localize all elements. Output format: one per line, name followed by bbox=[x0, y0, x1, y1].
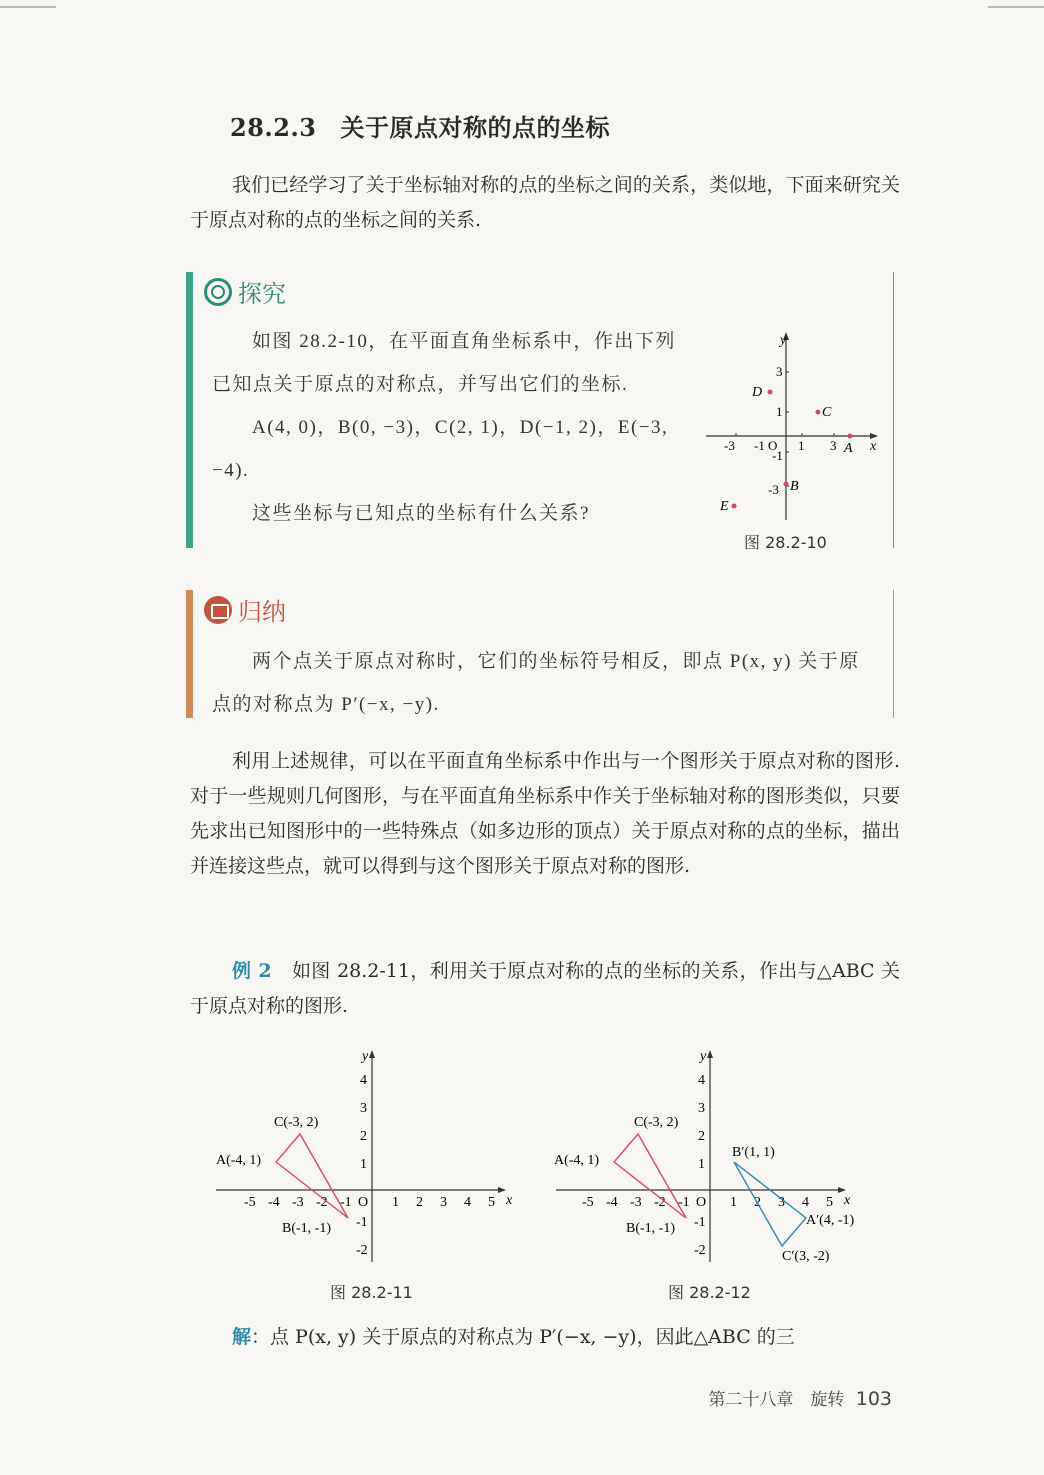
fig12-label-A2: A′(4, -1) bbox=[806, 1213, 855, 1228]
svg-text:5: 5 bbox=[826, 1195, 833, 1210]
page-footer bbox=[708, 1385, 892, 1410]
svg-text:-1: -1 bbox=[772, 448, 783, 463]
svg-text:-4: -4 bbox=[268, 1195, 280, 1210]
svg-text:3: 3 bbox=[440, 1195, 447, 1210]
fig11-label-A: A(-4, 1) bbox=[216, 1153, 262, 1168]
section-title bbox=[230, 108, 610, 143]
svg-text:O: O bbox=[696, 1195, 707, 1210]
svg-text:O: O bbox=[358, 1195, 369, 1210]
svg-text:2: 2 bbox=[754, 1195, 761, 1210]
solution-label: 解 bbox=[232, 1326, 252, 1348]
svg-text:2: 2 bbox=[416, 1195, 423, 1210]
fig11-label-B: B(-1, -1) bbox=[282, 1221, 331, 1236]
summary-title: 归纳 bbox=[238, 598, 286, 626]
summary-bar bbox=[186, 590, 193, 718]
svg-text:-1: -1 bbox=[678, 1195, 690, 1210]
svg-text:4: 4 bbox=[802, 1195, 809, 1210]
summary-box bbox=[186, 590, 894, 718]
book-icon bbox=[204, 596, 232, 624]
solution-text: ：点 P(x, y) 关于原点的对称点为 P′(−x, −y)，因此△ABC 的三 bbox=[251, 1326, 795, 1348]
svg-text:1: 1 bbox=[730, 1195, 737, 1210]
figure-28-2-10-caption: 图 28.2-10 bbox=[744, 533, 827, 552]
svg-text:1: 1 bbox=[776, 404, 783, 419]
svg-text:-2: -2 bbox=[654, 1195, 666, 1210]
summary-text: 两个点关于原点对称时，它们的坐标符号相反，即点 P(x, y) 关于原点的对称点为 P′(−x, −y). bbox=[212, 651, 860, 715]
svg-text:5: 5 bbox=[488, 1195, 495, 1210]
svg-text:3: 3 bbox=[778, 1195, 785, 1210]
intro-paragraph: 我们已经学习了关于坐标轴对称的点的坐标之间的关系，类似地，下面来研究关于原点对称的点的坐标之间的关系. bbox=[190, 174, 900, 231]
explore-p2: A(4, 0)，B(0, −3)，C(2, 1)，D(−1, 2)，E(−3, −4). bbox=[212, 417, 669, 481]
figure-28-2-12 bbox=[550, 1040, 880, 1270]
figure-28-2-11 bbox=[210, 1040, 520, 1270]
svg-text:1: 1 bbox=[392, 1195, 399, 1210]
explore-box bbox=[186, 272, 894, 552]
figure-28-2-11-caption: 图 28.2-11 bbox=[330, 1283, 413, 1302]
svg-text:x: x bbox=[870, 439, 877, 454]
svg-text:-5: -5 bbox=[582, 1195, 594, 1210]
svg-text:1: 1 bbox=[698, 1157, 705, 1172]
svg-text:-2: -2 bbox=[694, 1243, 706, 1258]
svg-text:-1: -1 bbox=[694, 1215, 706, 1230]
svg-text:-5: -5 bbox=[244, 1195, 256, 1210]
svg-text:-1: -1 bbox=[356, 1215, 368, 1230]
solution-paragraph bbox=[190, 1320, 900, 1355]
explore-p1: 如图 28.2-10，在平面直角坐标系中，作出下列已知点关于原点的对称点，并写出它们的坐标. bbox=[212, 331, 676, 395]
point-label-A: A bbox=[844, 441, 853, 456]
svg-text:3: 3 bbox=[698, 1101, 705, 1116]
fig12-label-A: A(-4, 1) bbox=[554, 1153, 600, 1168]
svg-text:-2: -2 bbox=[356, 1243, 368, 1258]
svg-text:y: y bbox=[700, 1049, 707, 1064]
svg-text:1: 1 bbox=[360, 1157, 367, 1172]
magnifier-icon bbox=[204, 278, 232, 306]
corner-line-left bbox=[0, 6, 56, 8]
svg-text:-3: -3 bbox=[292, 1195, 304, 1210]
svg-text:3: 3 bbox=[360, 1101, 367, 1116]
svg-text:y: y bbox=[780, 333, 787, 348]
svg-text:2: 2 bbox=[698, 1129, 705, 1144]
svg-text:x: x bbox=[506, 1193, 513, 1208]
fig12-label-B: B(-1, -1) bbox=[626, 1221, 675, 1236]
svg-text:y: y bbox=[362, 1049, 369, 1064]
svg-text:-3: -3 bbox=[630, 1195, 642, 1210]
svg-text:x: x bbox=[844, 1193, 851, 1208]
point-label-C: C bbox=[822, 405, 832, 420]
fig12-label-C: C(-3, 2) bbox=[634, 1115, 679, 1130]
page-number: 103 bbox=[855, 1388, 892, 1410]
point-label-D: D bbox=[752, 385, 763, 400]
svg-text:4: 4 bbox=[464, 1195, 471, 1210]
svg-text:3: 3 bbox=[830, 438, 837, 453]
fig12-label-B2: B′(1, 1) bbox=[732, 1145, 775, 1160]
summary-right-line bbox=[893, 590, 894, 718]
svg-text:-2: -2 bbox=[316, 1195, 328, 1210]
section-number: 28.2.3 bbox=[230, 113, 317, 142]
corner-line-right bbox=[988, 6, 1044, 8]
svg-text:1: 1 bbox=[798, 438, 805, 453]
svg-text:-3: -3 bbox=[768, 482, 779, 497]
svg-text:3: 3 bbox=[776, 364, 783, 379]
point-label-E: E bbox=[720, 499, 729, 514]
explore-header bbox=[204, 274, 286, 309]
explore-bar bbox=[186, 272, 193, 548]
point-label-B: B bbox=[790, 479, 799, 494]
explore-right-line bbox=[893, 272, 894, 548]
svg-text:O: O bbox=[768, 438, 778, 453]
fig11-label-C: C(-3, 2) bbox=[274, 1115, 319, 1130]
svg-text:-4: -4 bbox=[606, 1195, 618, 1210]
figure-28-2-10 bbox=[706, 330, 886, 520]
example-label: 例 2 bbox=[232, 960, 272, 982]
svg-text:-1: -1 bbox=[754, 438, 765, 453]
section-title-text: 关于原点对称的点的坐标 bbox=[340, 113, 611, 142]
example-text: 如图 28.2-11，利用关于原点对称的点的坐标的关系，作出与△ABC 关于原点对称的图形. bbox=[190, 960, 900, 1017]
svg-text:-3: -3 bbox=[724, 438, 735, 453]
fig12-label-C2: C′(3, -2) bbox=[782, 1249, 830, 1264]
example-paragraph bbox=[190, 954, 900, 1024]
svg-text:-1: -1 bbox=[340, 1195, 352, 1210]
summary-header bbox=[204, 592, 286, 627]
svg-text:2: 2 bbox=[360, 1129, 367, 1144]
explore-p3: 这些坐标与已知点的坐标有什么关系? bbox=[252, 503, 590, 524]
svg-text:4: 4 bbox=[360, 1073, 367, 1088]
explore-title: 探究 bbox=[238, 280, 286, 308]
svg-text:4: 4 bbox=[698, 1073, 705, 1088]
body-paragraph: 利用上述规律，可以在平面直角坐标系中作出与一个图形关于原点对称的图形. 对于一些规则几何图形，与在平面直角坐标系中作关于坐标轴对称的图形类似，只要先求出已知图形中的一些特殊点（如多边形的顶点）关于原点对称的点的坐标，描出并连接这些点，就可以得到与这个图形关于原点对称的图形. bbox=[190, 750, 900, 877]
figure-28-2-12-caption: 图 28.2-12 bbox=[668, 1283, 751, 1302]
footer-chapter: 第二十八章 旋转 bbox=[708, 1390, 845, 1410]
